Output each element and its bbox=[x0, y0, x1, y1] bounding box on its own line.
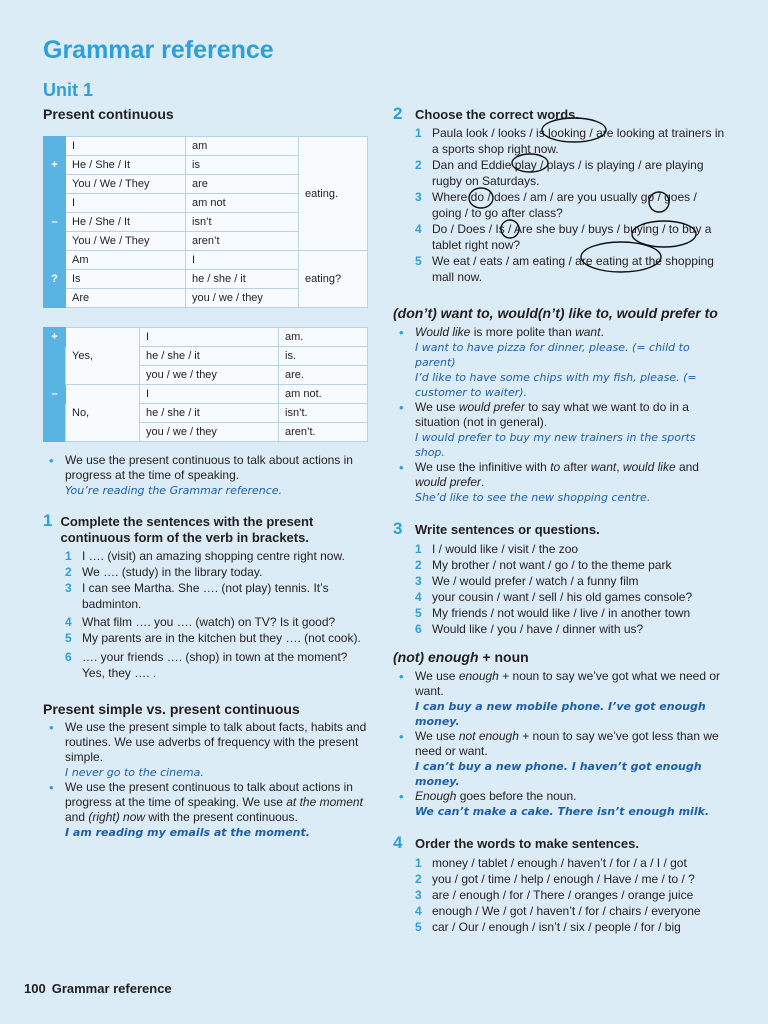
exercise-title: Write sentences or questions. bbox=[415, 522, 600, 537]
question-symbol: ? bbox=[44, 270, 66, 289]
cell: Is bbox=[66, 270, 186, 289]
bullet-enough-position: • Enough goes before the noun. We can’t make a cake. There isn’t enough milk. bbox=[393, 789, 726, 819]
example-text: She’d like to see the new shopping centre. bbox=[415, 491, 651, 504]
cell: You / We / They bbox=[66, 232, 186, 251]
exercise-title: Choose the correct words. bbox=[415, 107, 579, 122]
list-item: 6 …. your friends …. (shop) in town at the moment? Yes, they …. . bbox=[65, 650, 348, 680]
minus-symbol: – bbox=[44, 213, 66, 232]
list-item: 1 I …. (visit) an amazing shopping centre right now. bbox=[65, 549, 345, 563]
cell: am not. bbox=[279, 385, 368, 404]
cell: Am bbox=[66, 251, 186, 270]
enough-heading: (not) enough + noun bbox=[393, 649, 529, 665]
exercise-number: 3 bbox=[393, 519, 403, 538]
cell: he / she / it bbox=[140, 404, 279, 423]
question-ending: eating? bbox=[299, 251, 368, 308]
present-continuous-table bbox=[43, 136, 368, 308]
example-text: I’d like to have some chips with my fish, please. (= customer to waiter). bbox=[415, 371, 697, 399]
plus-symbol: + bbox=[44, 328, 66, 347]
bullet-would-like: • Would like is more polite than want. I want to have pizza for dinner, please. (= child to parent) I’d like to have some chips with my fish, please. (= customer to waiter). bbox=[393, 325, 726, 400]
cell: I bbox=[66, 194, 186, 213]
short-answers-table bbox=[43, 327, 368, 442]
example-text: I would prefer to buy my new trainers in the sports shop. bbox=[415, 431, 696, 459]
cell: Are bbox=[66, 289, 186, 308]
exercise-items bbox=[393, 541, 726, 637]
cell: he / she / it bbox=[140, 347, 279, 366]
example-text: We can’t make a cake. There isn’t enough milk. bbox=[415, 805, 710, 818]
exercise-items bbox=[43, 548, 369, 681]
bullet-present-continuous: • We use the present continuous to talk about actions in progress at the time of speaking. You’re reading the Grammar reference. bbox=[43, 453, 369, 498]
list-item: 1 I / would like / visit / the zoo bbox=[415, 542, 579, 556]
cell: is bbox=[186, 156, 299, 175]
bullet-present-simple: • We use the present simple to talk about facts, habits and routines. We use adverbs of frequency with the present simple. I never go to the cinema. bbox=[43, 720, 369, 780]
example-text: I can buy a new mobile phone. I’ve got enough money. bbox=[415, 700, 706, 728]
right-column bbox=[393, 104, 726, 935]
exercise-1 bbox=[43, 511, 369, 681]
list-item: 2 you / got / time / help / enough / Have / me / to / ? bbox=[415, 872, 695, 886]
list-item: 1 money / tablet / enough / haven’t / for / a / I / got bbox=[415, 856, 687, 870]
list-item: 5 car / Our / enough / isn’t / six / people / for / big bbox=[415, 920, 681, 934]
list-item: 4 What film …. you …. (watch) on TV? Is it good? bbox=[65, 615, 336, 629]
list-item: 1 Paula look / looks / is looking / are looking at trainers in a sports shop right now. bbox=[415, 126, 725, 156]
exercise-number: 2 bbox=[393, 104, 403, 123]
cell: I bbox=[66, 137, 186, 156]
exercise-items bbox=[393, 855, 726, 935]
list-item: 5 My parents are in the kitchen but they …. (not cook). bbox=[65, 631, 361, 645]
cell: am not bbox=[186, 194, 299, 213]
cell: am bbox=[186, 137, 299, 156]
list-item: 3 are / enough / for / There / oranges / orange juice bbox=[415, 888, 694, 902]
cell: isn’t. bbox=[279, 404, 368, 423]
example-text: I never go to the cinema. bbox=[65, 766, 204, 779]
example-text: I am reading my emails at the moment. bbox=[65, 826, 310, 839]
list-item: 3 We / would prefer / watch / a funny film bbox=[415, 574, 639, 588]
exercise-2 bbox=[393, 104, 726, 285]
exercise-3 bbox=[393, 519, 726, 637]
example-text: I want to have pizza for dinner, please. (= child to parent) bbox=[415, 341, 690, 369]
exercise-number: 1 bbox=[43, 511, 53, 530]
exercise-items bbox=[393, 125, 726, 285]
cell: he / she / it bbox=[186, 270, 299, 289]
list-item: 3 I can see Martha. She …. (not play) tennis. It’s badminton. bbox=[65, 581, 329, 611]
page-title: Grammar reference bbox=[43, 36, 274, 64]
page-number: 100 bbox=[24, 981, 46, 996]
list-item: 2 My brother / not want / go / to the theme park bbox=[415, 558, 672, 572]
list-item: 4 your cousin / want / sell / his old games console? bbox=[415, 590, 693, 604]
cell: is. bbox=[279, 347, 368, 366]
cell: You / We / They bbox=[66, 175, 186, 194]
cell: you / we / they bbox=[140, 366, 279, 385]
cell: He / She / It bbox=[66, 156, 186, 175]
exercise-number: 4 bbox=[393, 833, 403, 852]
bullet-infinitive: • We use the infinitive with to after want, would like and would prefer. She’d like to see the new shopping centre. bbox=[393, 460, 726, 505]
exercise-4 bbox=[393, 833, 726, 935]
bullet-present-continuous-2: • We use the present continuous to talk about actions in progress at the time of speaking. We use at the moment and (right) now with the present continuous. I am reading my emails at the moment. bbox=[43, 780, 369, 840]
footer-label: Grammar reference bbox=[51, 981, 172, 996]
plus-symbol: + bbox=[44, 156, 66, 175]
simple-vs-continuous-heading: Present simple vs. present continuous bbox=[43, 701, 300, 717]
bullet-not-enough: • We use not enough + noun to say we’ve got less than we need or want. I can’t buy a new phone. I haven’t got enough money. bbox=[393, 729, 726, 789]
cell: you / we / they bbox=[186, 289, 299, 308]
list-item: 4 enough / We / got / haven’t / for / chairs / everyone bbox=[415, 904, 701, 918]
list-item: 5 We eat / eats / am eating / are eating at the shopping mall now. bbox=[415, 254, 714, 284]
list-item: 5 My friends / not would like / live / in another town bbox=[415, 606, 691, 620]
list-item: 6 Would like / you / have / dinner with us? bbox=[415, 622, 644, 636]
bullet-enough: • We use enough + noun to say we’ve got what we need or want. I can buy a new mobile phone. I’ve got enough money. bbox=[393, 669, 726, 729]
cell: I bbox=[140, 328, 279, 347]
list-item: 3 Where do / does / am / are you usually go / goes / going / to go after class? bbox=[415, 190, 697, 220]
cell: He / She / It bbox=[66, 213, 186, 232]
page-footer bbox=[24, 981, 172, 996]
list-item: 2 We …. (study) in the library today. bbox=[65, 565, 263, 579]
cell: am. bbox=[279, 328, 368, 347]
cell: isn’t bbox=[186, 213, 299, 232]
bullet-would-prefer: • We use would prefer to say what we want to do in a situation (not in general). I would prefer to buy my new trainers in the sports shop. bbox=[393, 400, 726, 460]
cell: are. bbox=[279, 366, 368, 385]
yes-label: Yes, bbox=[66, 328, 140, 385]
list-item: 4 Do / Does / Is / Are she buy / buys / buying / to buy a tablet right now? bbox=[415, 222, 712, 252]
exercise-title: Order the words to make sentences. bbox=[415, 836, 639, 851]
present-continuous-heading: Present continuous bbox=[43, 106, 174, 122]
list-item: 2 Dan and Eddie play / plays / is playing / are playing rugby on Saturdays. bbox=[415, 158, 704, 188]
cell: aren’t bbox=[186, 232, 299, 251]
cell: aren’t. bbox=[279, 423, 368, 442]
cell: you / we / they bbox=[140, 423, 279, 442]
no-label: No, bbox=[66, 385, 140, 442]
left-column bbox=[43, 104, 369, 840]
example-text: You’re reading the Grammar reference. bbox=[65, 484, 283, 497]
exercise-title: Complete the sentences with the present continuous form of the verb in brackets. bbox=[60, 514, 314, 545]
cell: I bbox=[140, 385, 279, 404]
example-text: I can’t buy a new phone. I haven’t got enough money. bbox=[415, 760, 702, 788]
unit-heading: Unit 1 bbox=[43, 80, 94, 100]
minus-symbol: – bbox=[44, 385, 66, 404]
want-would-heading: (don’t) want to, would(n’t) like to, would prefer to bbox=[393, 305, 718, 321]
cell: I bbox=[186, 251, 299, 270]
cell: are bbox=[186, 175, 299, 194]
verb-ending: eating. bbox=[299, 137, 368, 251]
